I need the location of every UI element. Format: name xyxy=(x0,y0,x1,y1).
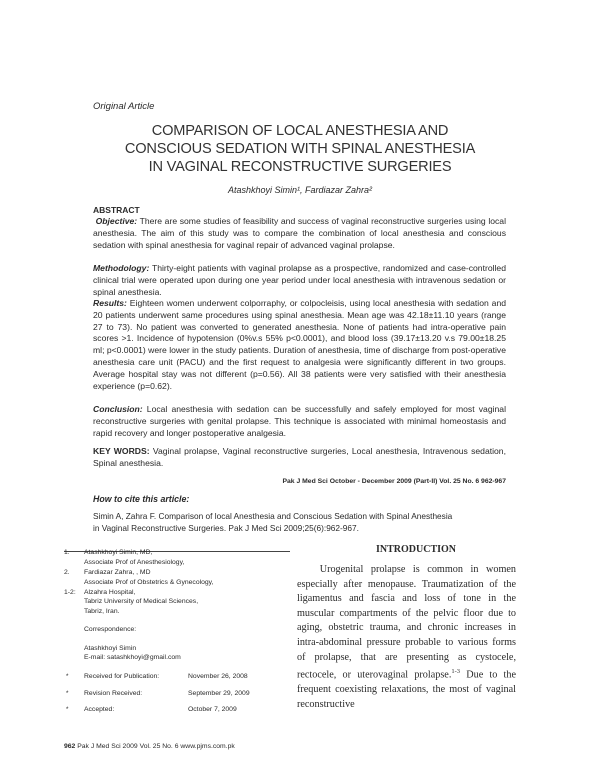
results-label: Results: xyxy=(93,298,127,308)
objective-label: Objective: xyxy=(95,216,138,226)
journal-citation: Pak J Med Sci October - December 2009 (Part-II) Vol. 25 No. 6 962-967 xyxy=(282,478,506,485)
abstract-heading: ABSTRACT xyxy=(93,205,140,215)
article-type: Original Article xyxy=(93,101,155,112)
page-footer xyxy=(64,743,235,750)
paper-title xyxy=(60,122,540,176)
title-line: COMPARISON OF LOCAL ANESTHESIA AND xyxy=(151,123,449,139)
how-to-cite-heading: How to cite this article: xyxy=(93,494,190,504)
keywords xyxy=(93,446,506,470)
how-to-cite-line: Simin A, Zahra F. Comparison of local Anesthesia and Conscious Sedation with Spinal Anesthesia xyxy=(93,511,453,521)
how-to-cite-text xyxy=(93,511,506,534)
introduction-heading: INTRODUCTION xyxy=(376,544,457,555)
abstract-conclusion xyxy=(93,404,506,439)
reference-superscript[interactable]: 1-3 xyxy=(451,668,461,676)
footer-text: Pak J Med Sci 2009 Vol. 25 No. 6 www.pjms.com.pk xyxy=(75,743,235,750)
abstract-results xyxy=(93,298,506,392)
conclusion-text: Local anesthesia with sedation can be successfully and safely employed for most vaginal reconstructive surgeries with genital prolapse. This technique is associated with minimal homeostasis and rapid recovery and longer postoperative analgesia. xyxy=(93,404,506,438)
conclusion-label: Conclusion: xyxy=(93,404,143,414)
abstract-objective xyxy=(93,216,506,251)
results-text: Eighteen women underwent colporraphy, or colpocleisis, using local anesthesia with sedation and 20 patients underwent same procedures using spinal anesthesia. Mean age was 42.18±11.10 years (range 27 to 73). No patient was converted to generated anesthesia. None of patients had intra-operative pain scores >1. Incidence of hypotension (0%v.s 55% p<0.0001), and blood loss (39.17±13.20 v.s 79.00±18.25 ml; p<0.0001) were lower in the study patients. Duration of anesthesia, time of discharge from post-operative anesthesia care unit (PACU) and the first request to analgesia were significantly different in two groups. Average hospital stay was not different (p=0.56). All 38 patients were very satisfied with their anesthesia experience (p=0.62). xyxy=(93,298,506,391)
abstract-methodology xyxy=(93,263,506,298)
keywords-label: KEY WORDS: xyxy=(93,446,150,456)
title-line: IN VAGINAL RECONSTRUCTIVE SURGERIES xyxy=(148,159,452,175)
page-number: 962 xyxy=(64,743,76,750)
objective-text: There are some studies of feasibility and success of vaginal reconstructive surgeries using local anesthesia. The aim of this study was to compare the combination of local anesthesia and conscious sedation with spinal anesthesia for vaginal repair of advanced vaginal prolapse. xyxy=(93,216,506,250)
introduction-text: Urogenital prolapse is common in women especially after menopause. Traumatization of the ligamentus and fascia and loss of tone in the muscular compartments of the pelvic floor due to aging, obstetric trauma, and chronic increases in intra-abdominal pressure probable to various forms of prolapse, that are presenting as cystocele, rectocele, or uterovaginal prolapse.$^{1-3}$ Due to the frequent coexisting relaxations, the most of vaginal reconstructive xyxy=(297,564,516,710)
methodology-text: Thirty-eight patients with vaginal prolapse as a prospective, randomized and case-controlled clinical trial were operated upon during one year period under local anesthesia with intravenous sedation or spinal anesthesia. xyxy=(93,263,506,297)
keywords-text: Vaginal prolapse, Vaginal reconstructive surgeries, Local anesthesia, Intravenous sedation, Spinal anesthesia. xyxy=(93,446,506,468)
how-to-cite-line: in Vaginal Reconstructive Surgeries. Pak J Med Sci 2009;25(6):962-967. xyxy=(93,522,359,533)
authors: Atashkhoyi Simin¹, Fardiazar Zahra² xyxy=(227,185,373,195)
title-line: CONSCIOUS SEDATION WITH SPINAL ANESTHESIA xyxy=(124,141,476,157)
methodology-label: Methodology: xyxy=(93,263,150,273)
